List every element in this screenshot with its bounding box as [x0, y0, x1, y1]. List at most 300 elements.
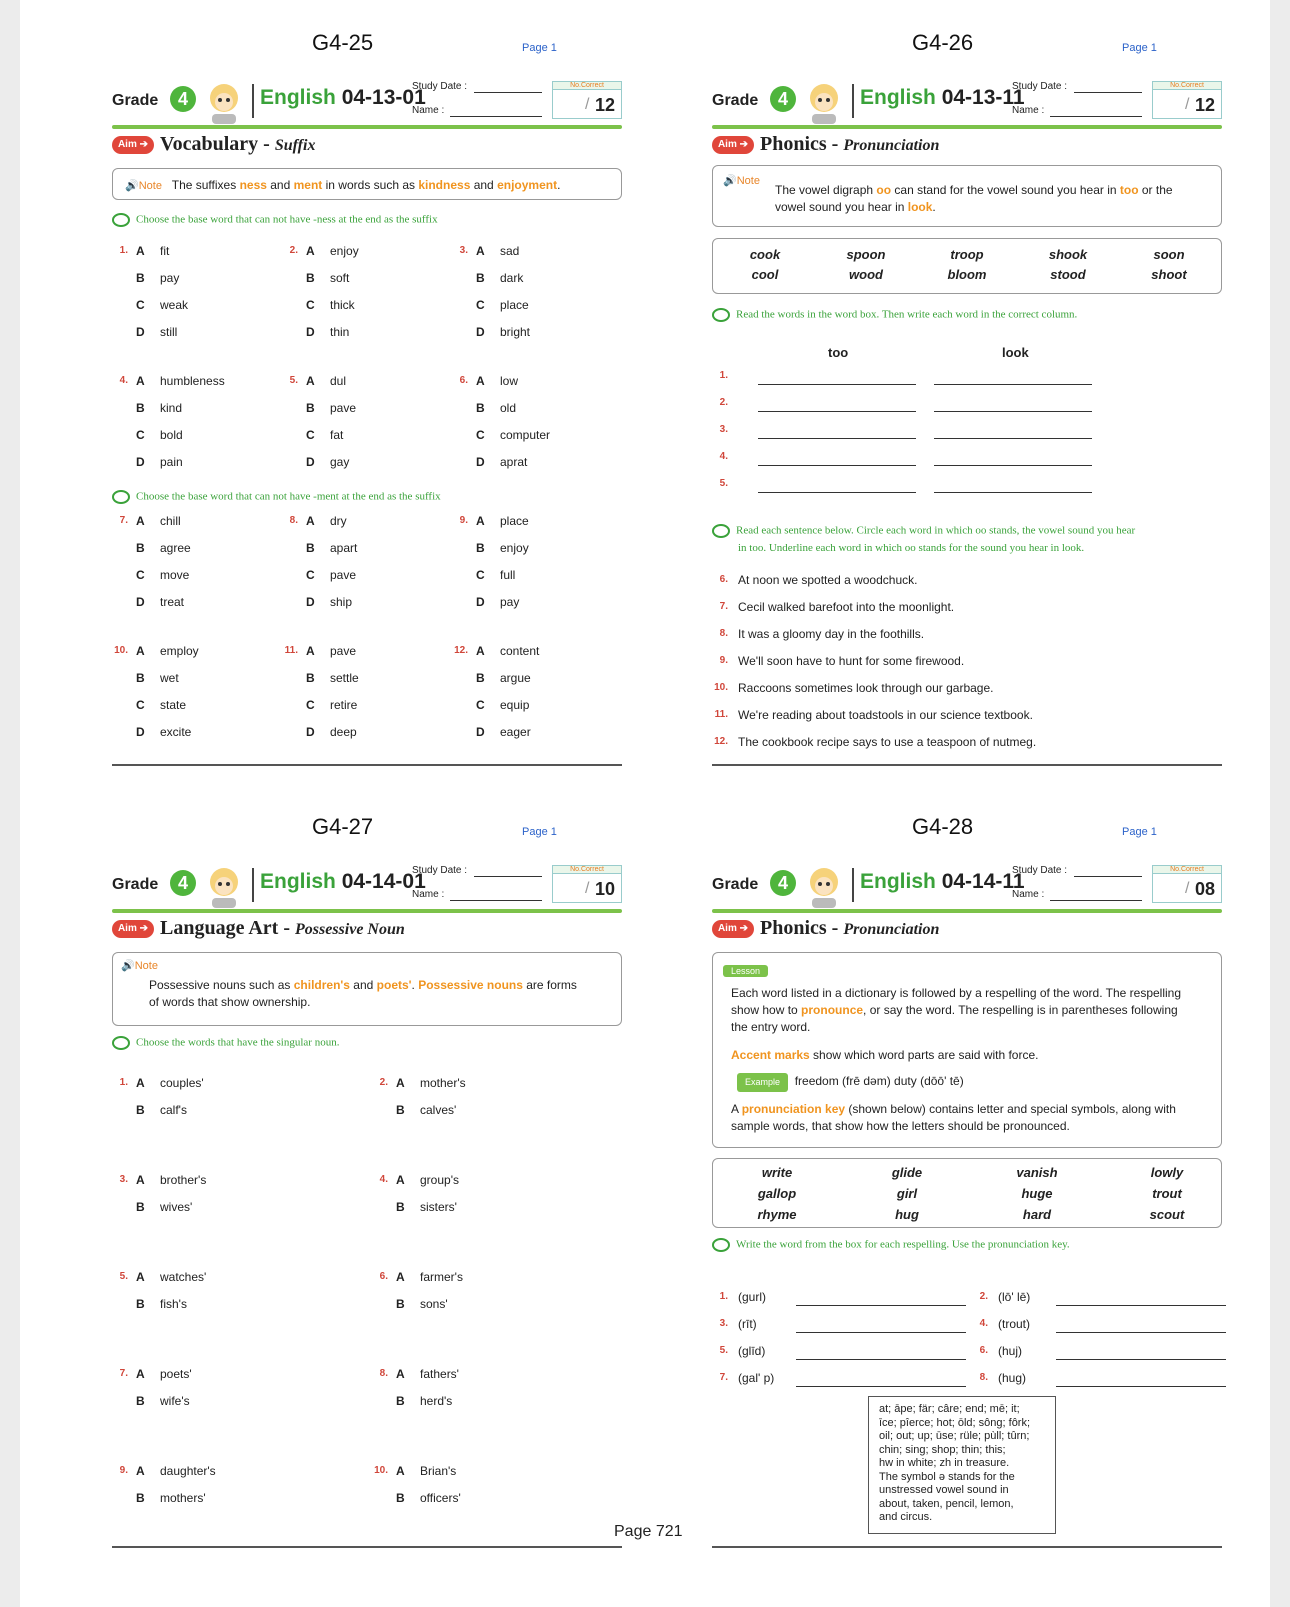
sentence-text[interactable]: We're reading about toadstools in our science textbook.: [738, 708, 1033, 722]
name-field[interactable]: [450, 116, 542, 117]
option-letter[interactable]: A: [396, 1270, 405, 1284]
option-letter[interactable]: A: [396, 1173, 405, 1187]
option-text[interactable]: computer: [500, 428, 551, 442]
answer-number: 2.: [719, 397, 728, 408]
option-letter[interactable]: B: [396, 1297, 405, 1311]
page-label: Page 1: [522, 42, 557, 54]
option-letter[interactable]: D: [136, 325, 145, 339]
option-text[interactable]: agree: [160, 541, 191, 555]
note-text: [149, 977, 609, 1011]
option-text[interactable]: dry: [330, 514, 347, 528]
question-number: 2.: [289, 245, 298, 256]
score-box[interactable]: No.Correct / 10: [552, 865, 622, 903]
question-number: 3.: [119, 1174, 128, 1185]
title-main: Phonics -: [760, 133, 844, 155]
subject-title: [260, 86, 426, 110]
option-letter[interactable]: A: [396, 1076, 405, 1090]
item-number: 6.: [979, 1345, 988, 1356]
word-box-word: cool: [751, 267, 779, 282]
option-text[interactable]: wet: [160, 671, 179, 685]
score-label: No.Correct: [1153, 82, 1221, 90]
score-box[interactable]: No.Correct / 12: [552, 81, 622, 119]
option-text[interactable]: poets': [160, 1367, 192, 1381]
option-text[interactable]: ship: [330, 595, 353, 609]
answer-line[interactable]: [1056, 1332, 1226, 1333]
accent-rest: show which word parts are said with force.: [809, 1048, 1039, 1062]
aim-badge: Aim ➔: [712, 920, 754, 938]
word-box-word: hard: [1022, 1207, 1052, 1222]
option-letter[interactable]: B: [136, 671, 145, 685]
option-letter[interactable]: A: [136, 374, 145, 388]
answer-line[interactable]: [796, 1305, 966, 1306]
option-text[interactable]: calves': [420, 1103, 457, 1117]
item-number: 8.: [979, 1372, 988, 1383]
option-text[interactable]: argue: [500, 671, 531, 685]
sentence-text[interactable]: Raccoons sometimes look through our garbage.: [738, 681, 994, 695]
accent-text: [731, 1047, 1038, 1064]
worksheet-header: [712, 78, 1232, 132]
note-part: kindness: [418, 178, 471, 192]
aim-text: Aim: [717, 139, 737, 150]
option-letter[interactable]: B: [396, 1491, 405, 1505]
option-text[interactable]: treat: [160, 595, 185, 609]
sentence-text[interactable]: It was a gloomy day in the foothills.: [738, 627, 925, 641]
option-text[interactable]: fat: [330, 428, 344, 442]
option-letter[interactable]: C: [306, 698, 315, 712]
answer-number: 4.: [719, 451, 728, 462]
option-text[interactable]: herd's: [420, 1394, 453, 1408]
option-letter[interactable]: B: [476, 541, 485, 555]
key-line: A: [731, 1102, 742, 1116]
grade-number: 4: [170, 86, 196, 112]
option-letter[interactable]: D: [306, 325, 315, 339]
word-box-word: troop: [950, 247, 984, 262]
option-text[interactable]: old: [500, 401, 517, 415]
option-text[interactable]: soft: [330, 271, 350, 285]
option-text[interactable]: mother's: [420, 1076, 466, 1090]
option-text[interactable]: wife's: [160, 1394, 190, 1408]
accent-highlight: Accent marks: [731, 1048, 810, 1062]
grade-label: Grade: [712, 92, 759, 109]
option-letter[interactable]: A: [476, 514, 485, 528]
respelling: (rīt): [738, 1317, 757, 1331]
option-text[interactable]: employ: [160, 644, 199, 658]
lesson-line: show how to: [731, 1003, 802, 1017]
answer-number: 5.: [719, 478, 728, 489]
option-letter[interactable]: A: [396, 1367, 405, 1381]
option-text[interactable]: aprat: [500, 455, 528, 469]
option-text[interactable]: pay: [500, 595, 520, 609]
aim-text: Aim: [717, 923, 737, 934]
option-text[interactable]: place: [500, 514, 529, 528]
option-letter[interactable]: B: [476, 401, 485, 415]
note-box: [712, 165, 1222, 227]
subject: English: [260, 86, 336, 109]
header-divider: [852, 868, 854, 902]
option-letter[interactable]: A: [306, 374, 315, 388]
option-letter[interactable]: C: [476, 698, 485, 712]
option-text[interactable]: brother's: [160, 1173, 207, 1187]
option-text[interactable]: group's: [420, 1173, 459, 1187]
option-letter[interactable]: C: [136, 568, 145, 582]
note-part: Possessive nouns such as: [149, 978, 294, 992]
item-number: 2.: [979, 1291, 988, 1302]
option-letter[interactable]: D: [476, 455, 485, 469]
option-text[interactable]: pave: [330, 568, 357, 582]
instruction: [712, 524, 1135, 538]
option-letter[interactable]: B: [396, 1103, 405, 1117]
option-text[interactable]: daughter's: [160, 1464, 216, 1478]
name-label: Name :: [412, 105, 445, 116]
mascot-icon: [202, 862, 246, 910]
option-letter[interactable]: B: [136, 1200, 145, 1214]
word-box-word: scout: [1149, 1207, 1185, 1222]
option-letter[interactable]: A: [476, 644, 485, 658]
study-date-label: Study Date :: [1012, 81, 1068, 92]
header-divider: [252, 84, 254, 118]
sentence-text[interactable]: We'll soon have to hunt for some firewood.: [738, 654, 965, 668]
option-text[interactable]: low: [500, 374, 519, 388]
option-letter[interactable]: B: [136, 1103, 145, 1117]
column-head-too: too: [828, 345, 849, 360]
note-label-text: Note: [736, 175, 760, 187]
option-letter[interactable]: C: [476, 298, 485, 312]
option-letter[interactable]: C: [306, 568, 315, 582]
option-letter[interactable]: B: [136, 541, 145, 555]
option-text[interactable]: sisters': [420, 1200, 457, 1214]
title-main: Phonics -: [760, 917, 844, 939]
option-text[interactable]: dark: [500, 271, 524, 285]
respelling: (trout): [998, 1317, 1031, 1331]
pronunciation-key: [868, 1396, 1056, 1534]
option-letter[interactable]: C: [136, 298, 145, 312]
note-label-text: Note: [138, 180, 162, 192]
option-text[interactable]: couples': [160, 1076, 204, 1090]
note-label-text: Note: [134, 960, 158, 972]
option-letter[interactable]: C: [136, 698, 145, 712]
page-label: Page 1: [522, 826, 557, 838]
word-box-word: vanish: [1016, 1165, 1058, 1180]
word-box-word: girl: [896, 1186, 918, 1201]
answer-line[interactable]: [796, 1332, 966, 1333]
option-letter[interactable]: A: [136, 514, 145, 528]
option-letter[interactable]: A: [476, 374, 485, 388]
title-sub: Pronunciation: [843, 921, 940, 938]
respelling: (huj): [998, 1344, 1023, 1358]
question-number: 10.: [114, 645, 128, 656]
option-text[interactable]: pave: [330, 644, 357, 658]
option-text[interactable]: full: [500, 568, 516, 582]
option-text[interactable]: content: [500, 644, 540, 658]
option-letter[interactable]: D: [136, 595, 145, 609]
option-text[interactable]: calf's: [160, 1103, 187, 1117]
note-part: enjoyment: [497, 178, 558, 192]
score-box[interactable]: No.Correct / 08: [1152, 865, 1222, 903]
instruction-cont: in too. Underline each word in which oo stands for the sound you hear in look.: [738, 542, 1085, 554]
option-letter[interactable]: B: [306, 401, 315, 415]
word-box-word: rhyme: [757, 1207, 797, 1222]
lesson-box: [712, 952, 1222, 1148]
example-text: freedom (frē dəm) duty (dōō' tē): [794, 1074, 964, 1088]
word-box-word: wood: [849, 267, 883, 282]
option-text[interactable]: humbleness: [160, 374, 225, 388]
option-text[interactable]: wives': [160, 1200, 193, 1214]
name-label: Name :: [412, 889, 445, 900]
option-letter[interactable]: D: [476, 725, 485, 739]
word-box-word: stood: [1050, 267, 1086, 282]
option-letter[interactable]: B: [306, 671, 315, 685]
option-text[interactable]: fish's: [160, 1297, 187, 1311]
title-main: Vocabulary -: [160, 133, 275, 155]
name-label: Name :: [1012, 105, 1045, 116]
question-number: 7.: [119, 515, 128, 526]
subject: English: [860, 86, 936, 109]
option-letter[interactable]: B: [306, 541, 315, 555]
option-letter[interactable]: D: [136, 725, 145, 739]
option-letter[interactable]: A: [136, 1367, 145, 1381]
answer-line-look[interactable]: [934, 438, 1092, 439]
option-text[interactable]: thick: [330, 298, 355, 312]
option-text[interactable]: thin: [330, 325, 350, 339]
answer-line-too[interactable]: [758, 492, 916, 493]
option-letter[interactable]: B: [306, 271, 315, 285]
name-field[interactable]: [1050, 900, 1142, 901]
key-line: and circus.: [879, 1511, 933, 1523]
option-text[interactable]: sons': [420, 1297, 448, 1311]
instruction-text: Write the word from the box for each respelling. Use the pronunciation key.: [736, 1238, 1070, 1251]
pencil-icon: [112, 213, 130, 227]
option-letter[interactable]: B: [476, 271, 485, 285]
name-field[interactable]: [450, 900, 542, 901]
score-total: 12: [1194, 95, 1215, 115]
lesson-tag: [723, 961, 768, 979]
answer-line[interactable]: [796, 1386, 966, 1387]
lesson-number: 04-14-11: [941, 870, 1025, 893]
option-letter[interactable]: C: [476, 428, 485, 442]
question-number: 3.: [459, 245, 468, 256]
sentence-text[interactable]: The cookbook recipe says to use a teaspoon of nutmeg.: [738, 735, 1037, 749]
question-number: 11.: [284, 645, 298, 656]
option-text[interactable]: place: [500, 298, 529, 312]
name-field[interactable]: [1050, 116, 1142, 117]
word-box-word: soon: [1153, 247, 1185, 262]
option-letter[interactable]: B: [136, 271, 145, 285]
option-letter[interactable]: A: [306, 244, 315, 258]
subject-title: [260, 870, 426, 894]
aim-text: Aim: [117, 139, 137, 150]
question-number: 6.: [459, 375, 468, 386]
title-main: Language Art -: [160, 917, 295, 939]
answer-line[interactable]: [1056, 1386, 1226, 1387]
key-line: sample words, that show how the letters should be pronounced.: [731, 1119, 1070, 1133]
header-divider: [252, 868, 254, 902]
worksheet-code: G4-26: [912, 30, 974, 55]
aim-badge: Aim ➔: [112, 920, 154, 938]
instruction: [112, 1036, 339, 1050]
option-letter[interactable]: D: [306, 455, 315, 469]
sentence-text[interactable]: Cecil walked barefoot into the moonlight.: [738, 600, 955, 614]
answer-line[interactable]: [1056, 1305, 1226, 1306]
option-text[interactable]: weak: [160, 298, 189, 312]
note-part: and: [349, 978, 377, 992]
answer-line-look[interactable]: [934, 492, 1092, 493]
answer-line-too[interactable]: [758, 411, 916, 412]
option-letter[interactable]: B: [136, 1491, 145, 1505]
study-date-field[interactable]: [1074, 92, 1142, 93]
word-box-word: glide: [891, 1165, 923, 1180]
aim-text: Aim: [117, 923, 137, 934]
option-letter[interactable]: C: [136, 428, 145, 442]
question-number: 9.: [459, 515, 468, 526]
score-box[interactable]: No.Correct / 12: [1152, 81, 1222, 119]
question-number: 5.: [119, 1271, 128, 1282]
grade-label: Grade: [112, 876, 159, 893]
option-letter[interactable]: B: [136, 401, 145, 415]
answer-line-look[interactable]: [934, 384, 1092, 385]
sentence-number: 8.: [719, 628, 728, 639]
option-letter[interactable]: B: [136, 1394, 145, 1408]
bottom-rule: [712, 1546, 1222, 1548]
option-text[interactable]: eager: [500, 725, 531, 739]
option-text[interactable]: settle: [330, 671, 359, 685]
name-label: Name :: [1012, 889, 1045, 900]
option-text[interactable]: farmer's: [420, 1270, 463, 1284]
option-text[interactable]: enjoy: [330, 244, 359, 258]
study-date-field[interactable]: [474, 92, 542, 93]
note-part: in words such as: [322, 178, 419, 192]
option-letter[interactable]: B: [396, 1394, 405, 1408]
option-text[interactable]: Brian's: [420, 1464, 457, 1478]
answer-line-too[interactable]: [758, 438, 916, 439]
worksheet-code: G4-27: [312, 814, 374, 839]
answer-line-too[interactable]: [758, 384, 916, 385]
word-box: [712, 1158, 1222, 1228]
question-number: 5.: [289, 375, 298, 386]
instruction: [712, 308, 1077, 322]
header-rule: [712, 909, 1222, 913]
option-letter[interactable]: A: [396, 1464, 405, 1478]
note-part: and: [266, 178, 294, 192]
option-text[interactable]: excite: [160, 725, 192, 739]
item-number: 3.: [719, 1318, 728, 1329]
instruction-text: Choose the base word that can not have -ness at the end as the suffix: [136, 213, 438, 226]
lesson-number: 04-13-11: [941, 86, 1025, 109]
aim-badge: Aim ➔: [112, 136, 154, 154]
option-text[interactable]: gay: [330, 455, 350, 469]
option-text[interactable]: deep: [330, 725, 357, 739]
option-letter[interactable]: A: [136, 1173, 145, 1187]
note-box: [112, 168, 622, 200]
score-label: No.Correct: [553, 82, 621, 90]
option-text[interactable]: retire: [330, 698, 358, 712]
option-text[interactable]: chill: [160, 514, 181, 528]
pencil-icon: [712, 524, 730, 538]
subject: English: [860, 870, 936, 893]
answer-line-look[interactable]: [934, 465, 1092, 466]
sentence-text[interactable]: At noon we spotted a woodchuck.: [738, 573, 918, 587]
option-text[interactable]: bold: [160, 428, 183, 442]
study-date-field[interactable]: [1074, 876, 1142, 877]
option-letter[interactable]: A: [136, 1076, 145, 1090]
key-line: pronunciation key: [741, 1102, 846, 1116]
option-text[interactable]: watches': [160, 1270, 207, 1284]
option-text[interactable]: mothers': [160, 1491, 206, 1505]
lesson-tag-text: Lesson: [723, 965, 768, 977]
option-text[interactable]: pave: [330, 401, 357, 415]
note-part: The vowel digraph: [775, 183, 877, 197]
option-text[interactable]: move: [160, 568, 190, 582]
option-text[interactable]: fathers': [420, 1367, 459, 1381]
worksheet-header: [112, 862, 632, 916]
pencil-icon: [712, 1238, 730, 1252]
option-letter[interactable]: C: [306, 428, 315, 442]
note-part: .: [557, 178, 561, 192]
option-letter[interactable]: B: [476, 671, 485, 685]
option-text[interactable]: kind: [160, 401, 183, 415]
option-text[interactable]: pain: [160, 455, 183, 469]
option-letter[interactable]: A: [136, 1464, 145, 1478]
answer-line-too[interactable]: [758, 465, 916, 466]
option-text[interactable]: fit: [160, 244, 170, 258]
option-letter[interactable]: C: [476, 568, 485, 582]
option-text[interactable]: officers': [420, 1491, 461, 1505]
option-letter[interactable]: A: [306, 514, 315, 528]
page-label: Page 1: [1122, 826, 1157, 838]
option-text[interactable]: enjoy: [500, 541, 529, 555]
key-line: (shown below) contains letter and special symbols, along with: [845, 1102, 1176, 1116]
pencil-icon: [112, 490, 130, 504]
instruction-text: Choose the base word that can not have -ment at the end as the suffix: [136, 490, 441, 503]
option-letter[interactable]: A: [306, 644, 315, 658]
option-text[interactable]: sad: [500, 244, 520, 258]
option-text[interactable]: pay: [160, 271, 180, 285]
option-letter[interactable]: A: [476, 244, 485, 258]
answer-line[interactable]: [796, 1359, 966, 1360]
option-letter[interactable]: B: [396, 1200, 405, 1214]
option-text[interactable]: bright: [500, 325, 531, 339]
option-text[interactable]: dul: [330, 374, 347, 388]
option-letter[interactable]: D: [306, 595, 315, 609]
option-text[interactable]: still: [160, 325, 178, 339]
option-letter[interactable]: D: [476, 595, 485, 609]
header-rule: [112, 909, 622, 913]
option-letter[interactable]: B: [136, 1297, 145, 1311]
word-box: [712, 238, 1222, 294]
option-text[interactable]: state: [160, 698, 187, 712]
worksheet-sheet: [20, 0, 1270, 1607]
answer-line[interactable]: [1056, 1359, 1226, 1360]
option-letter[interactable]: A: [136, 244, 145, 258]
question-number: 1.: [119, 245, 128, 256]
option-letter[interactable]: C: [306, 298, 315, 312]
answer-number: 3.: [719, 424, 728, 435]
option-text[interactable]: equip: [500, 698, 530, 712]
option-letter[interactable]: D: [306, 725, 315, 739]
grade-number: 4: [770, 870, 796, 896]
option-letter[interactable]: D: [476, 325, 485, 339]
grade-label: Grade: [112, 92, 159, 109]
study-date-field[interactable]: [474, 876, 542, 877]
word-box-word: shoot: [1151, 267, 1187, 282]
option-text[interactable]: apart: [330, 541, 358, 555]
option-letter[interactable]: A: [136, 1270, 145, 1284]
answer-line-look[interactable]: [934, 411, 1092, 412]
study-date-label: Study Date :: [412, 81, 468, 92]
option-letter[interactable]: D: [136, 455, 145, 469]
key-line: unstressed vowel sound in: [879, 1484, 1009, 1496]
note-part: Possessive nouns: [418, 978, 523, 992]
option-letter[interactable]: A: [136, 644, 145, 658]
